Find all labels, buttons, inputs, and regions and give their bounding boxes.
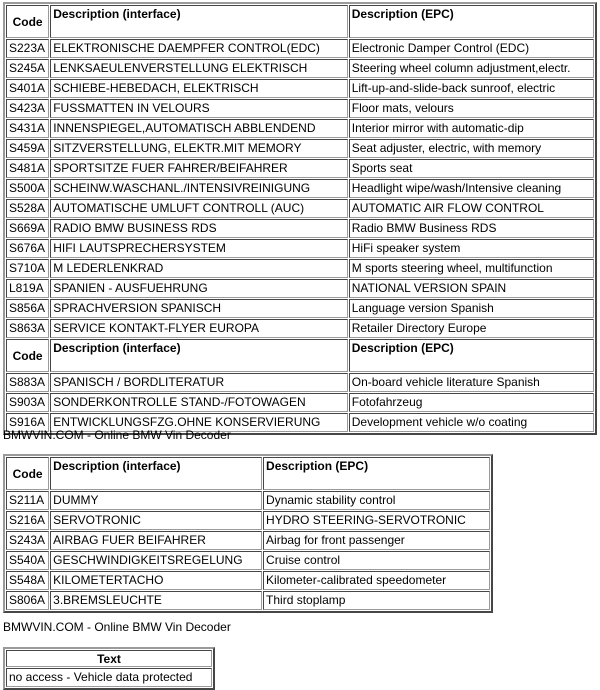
cell-epc: Interior mirror with automatic-dip xyxy=(349,119,594,138)
options-table-2 xyxy=(3,454,493,613)
cell-interface: LENKSAEULENVERSTELLUNG ELEKTRISCH xyxy=(50,59,348,78)
cell-interface: 3.BREMSLEUCHTE xyxy=(50,591,262,610)
cell-interface: AUTOMATISCHE UMLUFT CONTROLL (AUC) xyxy=(50,199,348,218)
text-table xyxy=(3,647,215,690)
options-table-1 xyxy=(3,2,597,435)
cell-code: S548A xyxy=(6,571,49,590)
cell-code: S903A xyxy=(6,393,49,412)
header-row xyxy=(6,5,594,38)
column-header-code: Code xyxy=(6,5,49,38)
table-row xyxy=(6,159,594,178)
footer-credit-2: BMWVIN.COM - Online BMW Vin Decoder xyxy=(3,620,231,634)
cell-code: S856A xyxy=(6,299,49,318)
table-row xyxy=(6,551,490,570)
column-header-code: Code xyxy=(6,339,49,372)
cell-epc: Radio BMW Business RDS xyxy=(349,219,594,238)
table-row xyxy=(6,79,594,98)
cell-code: S459A xyxy=(6,139,49,158)
column-header-epc: Description (EPC) xyxy=(263,457,490,490)
cell-code: S883A xyxy=(6,373,49,392)
table-row xyxy=(6,99,594,118)
table-row xyxy=(6,591,490,610)
table-row xyxy=(6,373,594,392)
cell-code: S710A xyxy=(6,259,49,278)
cell-code: S806A xyxy=(6,591,49,610)
column-header-code: Code xyxy=(6,457,49,490)
table-row xyxy=(6,119,594,138)
cell-interface: SERVICE KONTAKT-FLYER EUROPA xyxy=(50,319,348,338)
column-header-interface: Description (interface) xyxy=(50,339,348,372)
cell-interface: AIRBAG FUER BEIFAHRER xyxy=(50,531,262,550)
cell-interface: SPANIEN - AUSFUEHRUNG xyxy=(50,279,348,298)
cell-epc: AUTOMATIC AIR FLOW CONTROL xyxy=(349,199,594,218)
cell-interface: KILOMETERTACHO xyxy=(50,571,262,590)
table-row xyxy=(6,571,490,590)
cell-interface: DUMMY xyxy=(50,491,262,510)
text-value: no access - Vehicle data protected xyxy=(6,668,212,687)
cell-epc: M sports steering wheel, multifunction xyxy=(349,259,594,278)
cell-code: L819A xyxy=(6,279,49,298)
cell-code: S423A xyxy=(6,99,49,118)
table-row xyxy=(6,39,594,58)
table-row xyxy=(6,139,594,158)
cell-code: S863A xyxy=(6,319,49,338)
cell-code: S223A xyxy=(6,39,49,58)
cell-code: S916A xyxy=(6,413,49,432)
cell-interface: INNENSPIEGEL,AUTOMATISCH ABBLENDEND xyxy=(50,119,348,138)
table-row xyxy=(6,59,594,78)
cell-epc: Seat adjuster, electric, with memory xyxy=(349,139,594,158)
table-row xyxy=(6,219,594,238)
cell-code: S211A xyxy=(6,491,49,510)
table-row xyxy=(6,279,594,298)
cell-code: S431A xyxy=(6,119,49,138)
cell-interface: ELEKTRONISCHE DAEMPFER CONTROL(EDC) xyxy=(50,39,348,58)
cell-interface: SITZVERSTELLUNG, ELEKTR.MIT MEMORY xyxy=(50,139,348,158)
column-header-epc: Description (EPC) xyxy=(349,5,594,38)
cell-epc: Cruise control xyxy=(263,551,490,570)
table-row xyxy=(6,239,594,258)
table-row xyxy=(6,299,594,318)
table-row xyxy=(6,179,594,198)
table-row xyxy=(6,393,594,412)
header-row xyxy=(6,457,490,490)
header-row xyxy=(6,339,594,372)
cell-epc: Lift-up-and-slide-back sunroof, electric xyxy=(349,79,594,98)
cell-epc: Third stoplamp xyxy=(263,591,490,610)
cell-code: S481A xyxy=(6,159,49,178)
cell-epc: Language version Spanish xyxy=(349,299,594,318)
cell-epc: Steering wheel column adjustment,electr. xyxy=(349,59,594,78)
cell-interface: RADIO BMW BUSINESS RDS xyxy=(50,219,348,238)
cell-code: S401A xyxy=(6,79,49,98)
cell-interface: SERVOTRONIC xyxy=(50,511,262,530)
table-row xyxy=(6,511,490,530)
cell-epc: Headlight wipe/wash/Intensive cleaning xyxy=(349,179,594,198)
cell-epc: NATIONAL VERSION SPAIN xyxy=(349,279,594,298)
cell-code: S669A xyxy=(6,219,49,238)
cell-epc: On-board vehicle literature Spanish xyxy=(349,373,594,392)
cell-epc: Sports seat xyxy=(349,159,594,178)
cell-epc: Fotofahrzeug xyxy=(349,393,594,412)
column-header-interface: Description (interface) xyxy=(50,5,348,38)
table-row xyxy=(6,319,594,338)
cell-code: S216A xyxy=(6,511,49,530)
cell-epc: Electronic Damper Control (EDC) xyxy=(349,39,594,58)
cell-interface: SCHIEBE-HEBEDACH, ELEKTRISCH xyxy=(50,79,348,98)
table-row xyxy=(6,199,594,218)
cell-interface: GESCHWINDIGKEITSREGELUNG xyxy=(50,551,262,570)
cell-interface: SPANISCH / BORDLITERATUR xyxy=(50,373,348,392)
cell-code: S243A xyxy=(6,531,49,550)
cell-code: S540A xyxy=(6,551,49,570)
cell-interface: HIFI LAUTSPRECHERSYSTEM xyxy=(50,239,348,258)
cell-epc: Retailer Directory Europe xyxy=(349,319,594,338)
table-row xyxy=(6,259,594,278)
cell-epc: HYDRO STEERING-SERVOTRONIC xyxy=(263,511,490,530)
cell-interface: SPORTSITZE FUER FAHRER/BEIFAHRER xyxy=(50,159,348,178)
cell-epc: Development vehicle w/o coating xyxy=(349,413,594,432)
cell-epc: Floor mats, velours xyxy=(349,99,594,118)
footer-credit: BMWVIN.COM - Online BMW Vin Decoder xyxy=(3,428,231,442)
cell-interface: SCHEINW.WASCHANL./INTENSIVREINIGUNG xyxy=(50,179,348,198)
column-header-epc: Description (EPC) xyxy=(349,339,594,372)
text-header: Text xyxy=(6,650,212,667)
cell-epc: Kilometer-calibrated speedometer xyxy=(263,571,490,590)
cell-interface: ENTWICKLUNGSFZG.OHNE KONSERVIERUNG xyxy=(50,413,348,432)
cell-code: S528A xyxy=(6,199,49,218)
cell-code: S500A xyxy=(6,179,49,198)
cell-code: S676A xyxy=(6,239,49,258)
cell-epc: HiFi speaker system xyxy=(349,239,594,258)
cell-epc: Dynamic stability control xyxy=(263,491,490,510)
cell-code: S245A xyxy=(6,59,49,78)
cell-interface: SPRACHVERSION SPANISCH xyxy=(50,299,348,318)
cell-interface: FUSSMATTEN IN VELOURS xyxy=(50,99,348,118)
cell-epc: Airbag for front passenger xyxy=(263,531,490,550)
table-row xyxy=(6,531,490,550)
cell-interface: M LEDERLENKRAD xyxy=(50,259,348,278)
column-header-interface: Description (interface) xyxy=(50,457,262,490)
table-row xyxy=(6,491,490,510)
cell-interface: SONDERKONTROLLE STAND-/FOTOWAGEN xyxy=(50,393,348,412)
